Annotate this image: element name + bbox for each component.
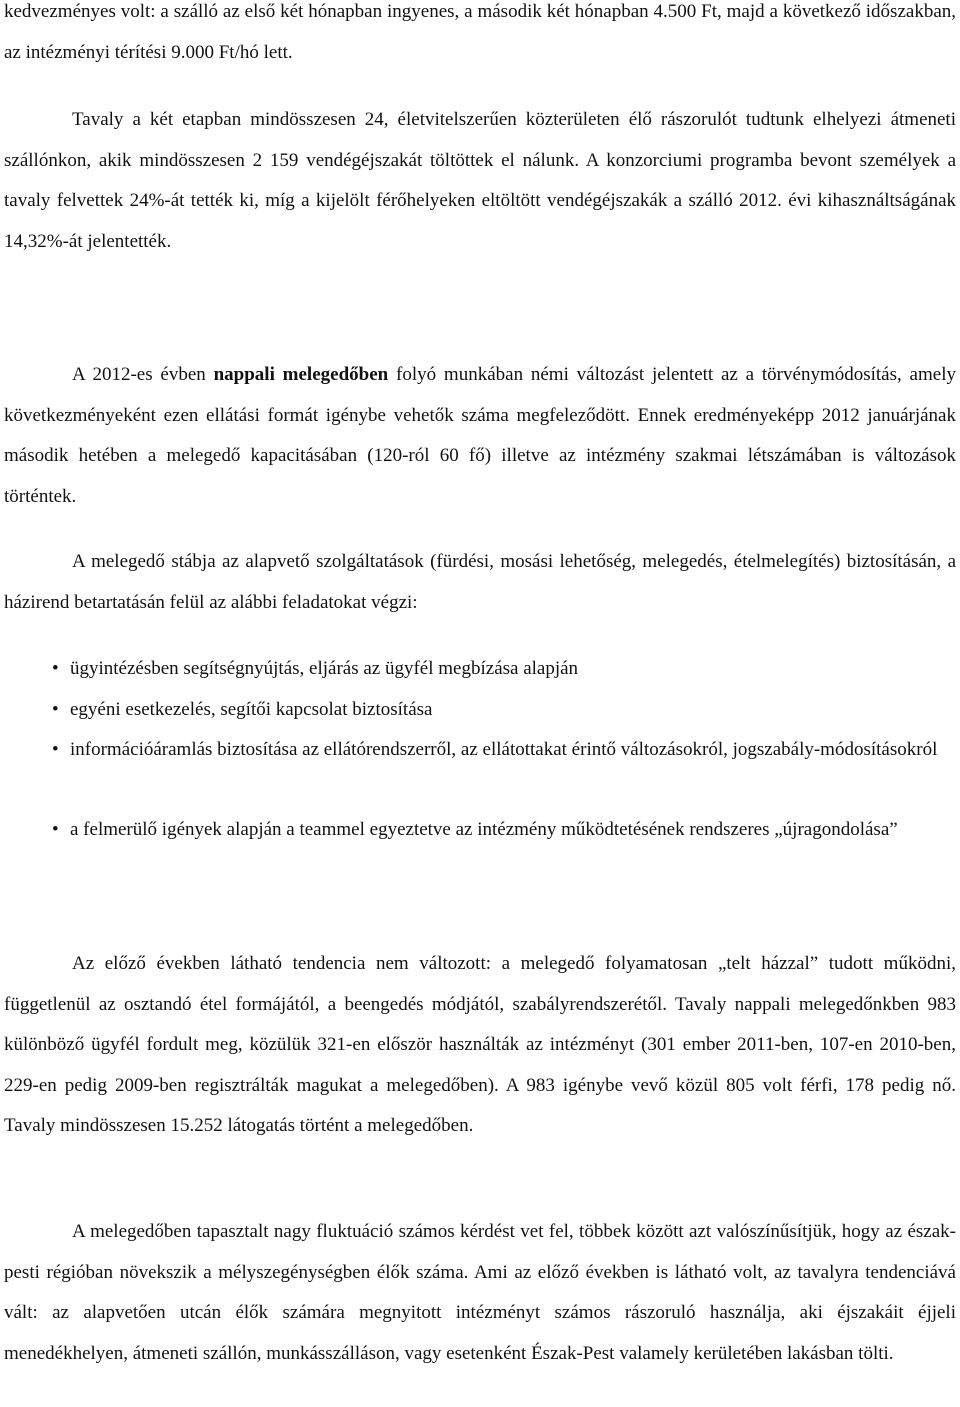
list-item-text: egyéni esetkezelés, segítői kapcsolat biztosítása: [70, 699, 433, 720]
paragraph-usage-stats: Az előző években látható tendencia nem változott: a melegedő folyamatosan „telt házzal” tudott működni, függetlenül az osztandó étel formájától, a beengedés módjától, szabályrendszerétől. Tavaly nappali melegedőnkben 983 különböző ügyfél fordult meg, közülük 321-en először használták az intézményt (301 ember 2011-ben, 107-en 2010-ben, 229-en pedig 2009-ben regisztrálták magukat a melegedőben). A 983 igénybe vevő közül 805 volt férfi, 178 pedig nő. Tavaly mindösszesen 15.252 látogatás történt a melegedőben.: [4, 953, 956, 1136]
paragraph-day-shelter-changes: [4, 355, 956, 517]
day-shelter-term: nappali melegedőben: [213, 364, 389, 385]
list-item-text: információáramlás biztosítása az ellátórendszerről, az ellátottakat érintő változásokról, jogszabály-módosításokról: [70, 739, 938, 760]
bullet-icon: •: [52, 699, 59, 720]
paragraph-shelter-stats: Tavaly a két etapban mindösszesen 24, életvitelszerűen közterületen élő rászorulót tudtunk elhelyezi átmeneti szállónkon, akik mindösszesen 2 159 vendégéjszakát töltöttek el nálunk. A konzorciumi programba bevont személyek a tavaly felvettek 24%-át tették ki, míg a kijelölt férőhelyeken eltöltött vendégéjszakák a szálló 2012. évi kihasználtságának 14,32%-át jelentették.: [4, 109, 956, 252]
list-item-text: ügyintézésben segítségnyújtás, eljárás az ügyfél megbízása alapján: [70, 658, 579, 679]
bullet-icon: •: [52, 819, 59, 840]
day-shelter-body: folyó munkában némi változást jelentett az a törvénymódosítás, amely következményeként ezen ellátási formát igénybe vehetők száma megfeleződött. Ennek eredményeképp 2012 januárjának második hetében a melegedő kapacitásában (120-ról 60 fő) illetve az intézmény szakmai létszámában is változások történtek.: [4, 364, 956, 507]
paragraph-staff-tasks: A melegedő stábja az alapvető szolgáltatások (fürdési, mosási lehetőség, melegedés, ételmelegítés) biztosításán, a házirend betartatásán felül az alábbi feladatokat végzi:: [4, 551, 956, 613]
bullet-icon: •: [52, 739, 59, 760]
day-shelter-intro: A 2012-es évben: [72, 364, 214, 385]
bullet-icon: •: [52, 658, 59, 679]
paragraph-fee-info: kedvezményes volt: a szálló az első két hónapban ingyenes, a második két hónapban 4.500 Ft, majd a következő időszakban, az intézményi térítési 9.000 Ft/hó lett.: [4, 1, 956, 63]
list-item-text: a felmerülő igények alapján a teammel egyeztetve az intézmény működtetésének rendszeres „újragondolása”: [70, 819, 898, 840]
paragraph-fluctuation: A melegedőben tapasztalt nagy fluktuáció számos kérdést vet fel, többek között azt valószínűsítjük, hogy az észak-pesti régióban növekszik a mélyszegénységben élők száma. Ami az előző években is látható volt, az tavalyra tendenciává vált: az alapvetően utcán élők számára megnyitott intézményt számos rászoruló használja, aki éjszakáit éjjeli menedékhelyen, átmeneti szállón, munkásszálláson, vagy esetenként Észak-Pest valamely kerületében lakásban tölti.: [4, 1221, 956, 1364]
